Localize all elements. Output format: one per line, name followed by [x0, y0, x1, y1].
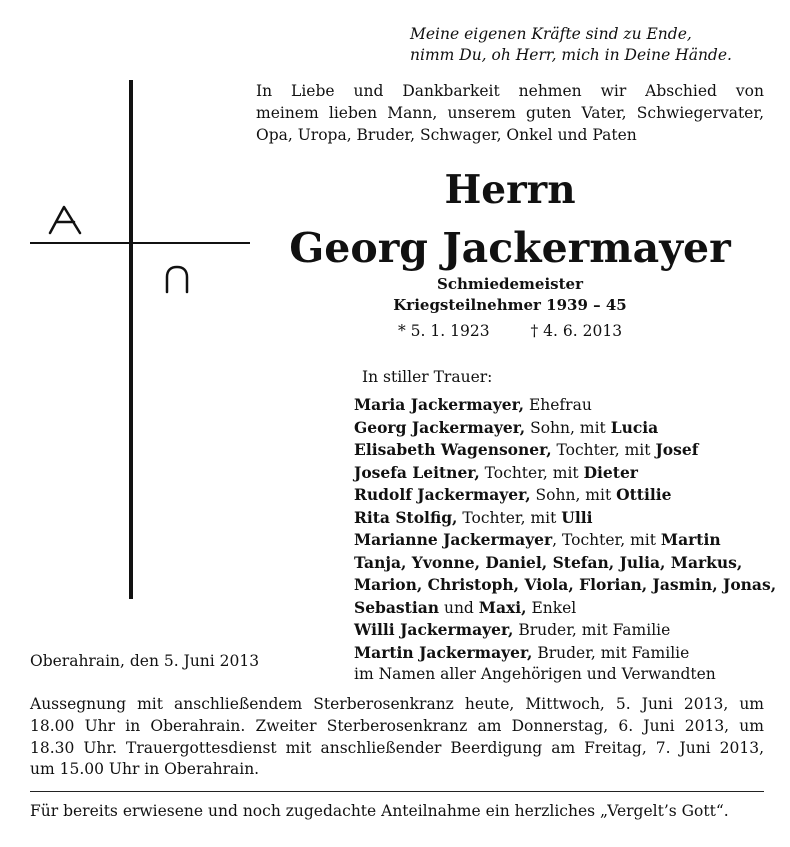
- list-closing: im Namen aller Angehörigen und Verwandten: [354, 665, 716, 683]
- mourner-partner: Ulli: [561, 507, 593, 527]
- grandchildren-line: Tanja, Yvonne, Daniel, Stefan, Julia, Markus,: [354, 552, 743, 572]
- intro-line: In Liebe und Dankbarkeit nehmen wir Abschied von: [256, 82, 764, 100]
- list-item: [354, 552, 774, 575]
- mourner-name: Rudolf Jackermayer,: [354, 485, 531, 504]
- service-line: Aussegnung mit anschließendem Sterberosenkranz heute, Mittwoch, 5. Juni 2013, um: [30, 695, 764, 713]
- conjunction: und: [439, 598, 479, 617]
- list-item: [354, 597, 774, 620]
- list-item: [354, 574, 777, 597]
- list-item: [354, 417, 774, 440]
- mourner-partner: Dieter: [583, 462, 638, 482]
- war-note: Kriegsteilnehmer 1939 – 45: [393, 296, 627, 314]
- grandchild-name: Maxi,: [478, 597, 527, 617]
- list-item: [354, 462, 774, 485]
- intro-text: [256, 80, 764, 146]
- mourner-name: Georg Jackermayer,: [354, 417, 526, 437]
- death-date: † 4. 6. 2013: [530, 322, 623, 340]
- mourner-name: Marianne Jackermayer: [354, 530, 553, 549]
- list-item: [354, 439, 774, 462]
- service-line: 18.00 Uhr in Oberahrain. Zweiter Sterberosenkranz am Donnerstag, 6. Juni 2013, um: [30, 716, 764, 735]
- mourner-name: Willi Jackermayer,: [354, 620, 514, 639]
- mourner-relation: Enkel: [526, 598, 577, 617]
- mourner-relation: Sohn, mit: [525, 418, 611, 437]
- list-item: [354, 484, 774, 507]
- list-item: [354, 529, 774, 552]
- mourner-name: Martin Jackermayer,: [354, 642, 533, 662]
- mourner-relation: Ehefrau: [524, 396, 592, 414]
- mourner-name: Rita Stolfig,: [354, 507, 458, 527]
- service-info: [30, 694, 764, 781]
- occupation: Schmiedemeister: [437, 275, 583, 293]
- motto: [410, 24, 760, 66]
- life-dates: [398, 322, 622, 340]
- deceased-details: [300, 274, 720, 316]
- mourner-name: Josefa Leitner,: [354, 462, 480, 482]
- service-line: 18.30 Uhr. Trauergottesdienst mit anschließender Beerdigung am Freitag, 7. Juni 2013,: [30, 738, 764, 757]
- mourning-heading: In stiller Trauer:: [362, 368, 493, 386]
- mourner-relation: Bruder, mit Familie: [513, 621, 671, 639]
- list-item: [354, 394, 774, 417]
- cross-crossbar: [30, 242, 250, 244]
- list-item: [354, 619, 774, 642]
- intro-line: meinem lieben Mann, unserem guten Vater, Schwiegervater,: [256, 104, 764, 122]
- mourner-relation: Bruder, mit Familie: [532, 643, 690, 662]
- birth-date: * 5. 1. 1923: [398, 322, 490, 340]
- mourner-partner: Ottilie: [616, 485, 672, 504]
- list-item: [354, 642, 774, 665]
- motto-line: nimm Du, oh Herr, mich in Deine Hände.: [410, 46, 732, 64]
- mourner-relation: Tochter, mit: [551, 441, 656, 459]
- motto-line: Meine eigenen Kräfte sind zu Ende,: [410, 25, 692, 43]
- intro-line: Opa, Uropa, Bruder, Schwager, Onkel und Paten: [256, 126, 637, 144]
- cross-icon: [129, 80, 133, 599]
- list-item: [354, 507, 774, 530]
- mourner-relation: Sohn, mit: [530, 486, 617, 504]
- service-line: um 15.00 Uhr in Oberahrain.: [30, 760, 260, 779]
- omega-icon: [163, 264, 191, 294]
- grandchildren-line: Marion, Christoph, Viola, Florian, Jasmin, Jonas,: [354, 575, 777, 594]
- mourners-list: [354, 394, 777, 686]
- mourner-relation: Tochter, mit: [457, 508, 562, 527]
- honorific: Herrn: [444, 167, 576, 213]
- divider: [30, 791, 764, 792]
- mourner-partner: Martin: [660, 530, 721, 549]
- thanks-note: Für bereits erwiesene und noch zugedachte Anteilnahme ein herzliches „Vergelt’s Gott“.: [30, 802, 729, 820]
- mourner-relation: Tochter, mit: [479, 463, 584, 482]
- mourner-partner: Lucia: [610, 417, 659, 437]
- mourner-partner: Josef: [655, 440, 699, 459]
- mourner-relation: , Tochter, mit: [552, 531, 661, 549]
- deceased-name: Georg Jackermayer: [289, 224, 731, 272]
- alpha-icon: [48, 203, 84, 235]
- mourner-name: Elisabeth Wagensoner,: [354, 440, 552, 459]
- grandchild-name: Sebastian: [354, 597, 440, 617]
- place-date: Oberahrain, den 5. Juni 2013: [30, 652, 260, 670]
- mourner-name: Maria Jackermayer,: [354, 395, 525, 414]
